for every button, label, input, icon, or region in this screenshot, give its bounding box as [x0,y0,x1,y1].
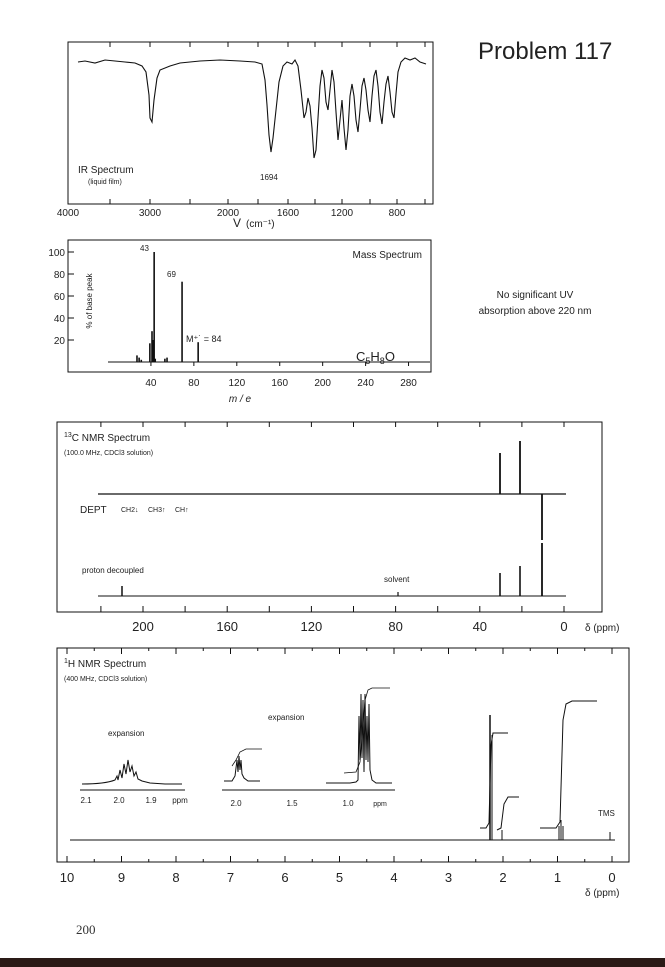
mass-x-label: m / e [228,394,252,405]
ir-frame [68,42,433,204]
dept-legend-ch: CH↑ [175,507,189,514]
problem-title: Problem 117 [478,38,613,65]
h1-tick-label-6: 6 [281,870,289,885]
c13-tick-label-80: 80 [388,619,403,634]
inset2-multiplet-b [326,694,392,783]
mass-title: Mass Spectrum [352,250,422,261]
inset1-tick-2.1: 2.1 [80,796,92,805]
page-bottom-edge [0,958,665,967]
h1-axis-unit: δ (ppm) [585,888,620,899]
c13-tick-marks [101,422,564,612]
mass-y-label: % of base peak [85,273,94,329]
c13-tick-label-160: 160 [216,619,239,634]
c13-title: $^{13}$C NMR Spectrum [64,432,151,444]
tms-label: TMS [598,809,615,818]
h1-integral-3 [540,701,597,828]
mass-peaks [137,252,198,362]
ir-subtitle: (liquid film) [88,179,122,186]
inset1-tick-ppm: ppm [172,796,188,805]
mass-xtick-label-200: 200 [314,378,332,389]
mass-ytick-label-40: 40 [53,314,65,325]
c13-subtitle: (100.0 MHz, CDCl3 solution) [64,450,154,457]
mass-xtick-label-240: 240 [357,378,374,389]
dept-legend-ch3: CH3↑ [148,507,166,514]
c13-tick-label-200: 200 [132,619,154,634]
c13-tick-label-40: 40 [472,619,488,634]
dept-legend-ch2: CH2↓ [121,507,139,514]
h1-tick-label-8: 8 [172,870,180,885]
h1-tick-labels [60,870,616,885]
inset1-tick-1.9: 1.9 [145,796,157,805]
h1-tick-label-2: 2 [499,870,507,885]
inset2-multiplet-a [224,756,260,781]
ir-peak-label: 1694 [260,173,278,182]
h1-tick-label-5: 5 [335,870,344,885]
c13-tick-labels [132,619,567,634]
h1-tick-marks [67,648,612,862]
uv-note-line1: No significant UV [496,290,574,301]
ir-tick-1200: 1200 [330,208,354,219]
h1-tick-label-7: 7 [226,870,235,885]
h1-tick-label-10: 10 [59,870,75,885]
ir-axis-unit: (cm⁻¹) [246,219,275,230]
inset2-tick-1.0: 1.0 [342,799,354,808]
ir-tick-800: 800 [388,208,406,219]
inset1-tick-2.0: 2.0 [113,796,125,805]
h1-tick-label-0: 0 [608,870,616,885]
mass-tick-labels [48,248,417,389]
h1-integral-1 [480,733,508,828]
ir-trace [78,58,426,158]
dept-label: DEPT [80,505,107,516]
h1-tick-label-4: 4 [390,870,398,885]
mass-ytick-label-100: 100 [48,248,65,259]
solvent-label: solvent [384,575,410,584]
inset2-tick-2.0: 2.0 [230,799,242,808]
mass-molecular-ion: M⁺˙ = 84 [186,334,222,344]
ir-tick-3000: 3000 [138,208,162,219]
mass-formula: $C_5H_8O$ [356,349,395,366]
mass-peak-69: 69 [167,270,176,279]
page-number: 200 [76,922,96,937]
inset1-multiplet [82,760,182,784]
c13-tick-label-120: 120 [300,619,323,634]
h1-tick-label-9: 9 [117,870,126,885]
mass-xtick-label-40: 40 [145,378,157,389]
c13-tick-label-0: 0 [560,619,568,634]
mass-peak-43: 43 [140,244,149,253]
inset1-expansion-label: expansion [108,729,145,738]
mass-ytick-label-80: 80 [53,270,65,281]
ir-tick-4000: 4000 [56,208,80,219]
ir-tick-2000: 2000 [216,208,240,219]
mass-ytick-label-60: 60 [53,292,65,303]
inset2-expansion-label: expansion [268,713,305,722]
ir-title: IR Spectrum [78,165,134,176]
inset2-tick-ppm: ppm [373,801,387,808]
decoupled-label: proton decoupled [82,566,144,575]
uv-note-line2: absorption above 220 nm [478,306,592,317]
mass-ytick-label-20: 20 [53,336,65,347]
h1-tick-label-3: 3 [444,870,453,885]
ir-axis-symbol: V [233,216,242,230]
h1-tick-label-1: 1 [553,870,562,885]
inset2-tick-1.5: 1.5 [286,799,298,808]
mass-xtick-label-160: 160 [271,378,289,389]
mass-xtick-label-120: 120 [228,378,246,389]
ir-tick-1600: 1600 [276,208,300,219]
c13-axis-unit: δ (ppm) [585,623,620,634]
h1-title: $^1$H NMR Spectrum [64,658,147,670]
mass-xtick-label-80: 80 [188,378,200,389]
h1-subtitle: (400 MHz, CDCl3 solution) [64,676,148,683]
mass-xtick-label-280: 280 [400,378,417,389]
h1-integral-2 [497,797,519,830]
